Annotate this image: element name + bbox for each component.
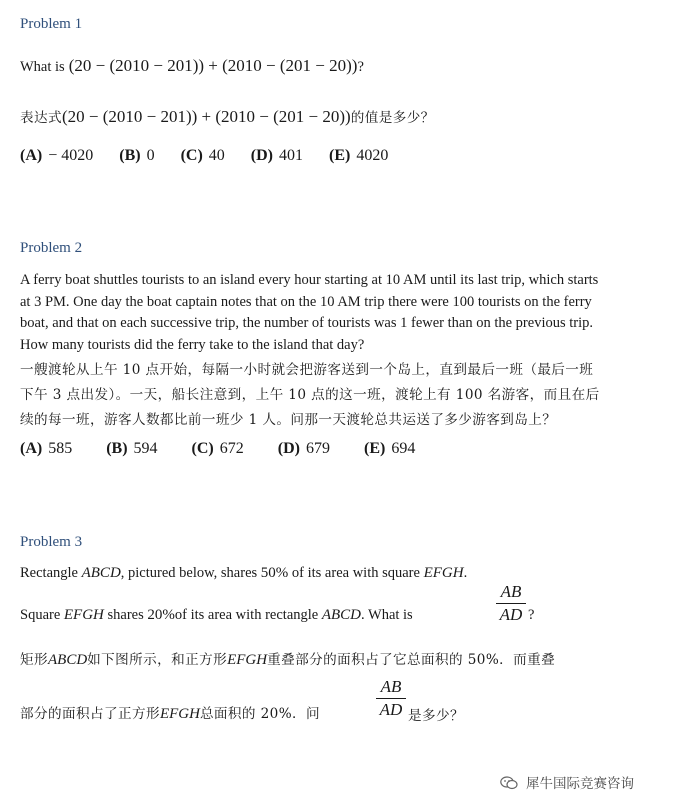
problem-2-question-zh: [20, 358, 662, 433]
watermark-text: 犀牛国际竞赛咨询: [526, 776, 634, 792]
choice-d[interactable]: [251, 147, 303, 164]
text: .: [463, 565, 468, 581]
choice-value: 4020: [356, 147, 389, 164]
fraction-ab-ad-zh: [376, 677, 406, 720]
problem-3-title: Problem 3: [20, 534, 83, 550]
problem-1-choices: [20, 147, 388, 165]
text-line: 下午 3 点出发）。一天，船长注意到，上午 10 点的这一班，渡轮上有 100 名游客，而且在后: [20, 387, 600, 403]
choice-letter: (B): [106, 440, 128, 457]
choice-b[interactable]: [119, 147, 154, 164]
fraction-ab-ad: [496, 582, 526, 625]
text: 矩形: [20, 652, 48, 668]
expression: (20 − (2010 − 201)) + (2010 − (201 − 20)): [68, 56, 358, 75]
text-line: How many tourists did the ferry take to the island that day?: [20, 336, 365, 353]
text-line: boat, and that on each successive trip, the number of tourists was 1 fewer than on the previous trip.: [20, 315, 593, 331]
wechat-icon: [500, 776, 518, 790]
rectangle-name: ABCD: [321, 607, 362, 623]
rectangle-name: ABCD: [81, 565, 121, 581]
text: 是多少？: [408, 708, 464, 724]
problem-3-zh-line-2: [20, 702, 320, 723]
text-line: 续的每一班，游客人数都比前一班少 1 人。问那一天渡轮总共运送了多少游客到岛上？: [20, 412, 557, 428]
problem-1-question-en: [20, 56, 364, 76]
fraction-bar: [496, 603, 526, 604]
square-name: EFGH: [423, 565, 464, 581]
fraction-numerator: AB: [500, 582, 522, 601]
choice-value: 401: [279, 147, 304, 164]
problem-2-question-en: [20, 270, 660, 356]
problem-2-choices: [20, 440, 415, 458]
question-suffix-zh: 的值是多少？: [350, 110, 435, 126]
choice-a[interactable]: [20, 147, 93, 164]
choice-letter: (D): [277, 440, 300, 457]
choice-letter: (D): [250, 147, 274, 164]
problem-3-zh-line-1: [20, 648, 555, 669]
text: 如下图所示，和正方形: [87, 652, 228, 668]
text-line: at 3 PM. One day the boat captain notes that on the 10 AM trip there were 100 tourists on the ferry: [20, 293, 592, 310]
choice-c[interactable]: [181, 147, 225, 164]
fraction-denominator: AD: [379, 700, 403, 719]
text: 总面积的 20%．问: [199, 706, 321, 722]
problem-2-title: Problem 2: [20, 240, 83, 256]
text-line: A ferry boat shuttles tourists to an island every hour starting at 10 AM until its last trip, which starts: [20, 272, 599, 288]
text: of its area with rectangle: [174, 607, 319, 623]
choice-value: 679: [305, 440, 330, 457]
problem-1-question-zh: [20, 106, 435, 127]
choice-value: 40: [208, 147, 225, 164]
expression: (20 − (2010 − 201)) + (2010 − (201 − 20)): [61, 107, 351, 126]
choice-value: 585: [48, 440, 73, 457]
choice-c[interactable]: [192, 440, 244, 457]
square-name: EFGH: [63, 607, 104, 623]
choice-e[interactable]: [329, 147, 388, 164]
choice-letter: (E): [363, 440, 386, 457]
text: of its area with square: [291, 565, 420, 581]
choice-value: 672: [219, 440, 244, 457]
rectangle-name: ABCD: [48, 652, 88, 668]
question-mark: ?: [528, 607, 535, 623]
text: . What is: [361, 607, 413, 623]
choice-a[interactable]: [20, 440, 72, 457]
choice-d[interactable]: [278, 440, 330, 457]
choice-e[interactable]: [364, 440, 415, 457]
choice-letter: (B): [119, 147, 141, 164]
choice-b[interactable]: [106, 440, 157, 457]
choice-value: 694: [391, 440, 416, 457]
text: 部分的面积占了正方形: [20, 706, 160, 722]
question-prefix: What is: [20, 59, 65, 75]
fraction-numerator: AB: [380, 677, 402, 696]
choice-letter: (C): [191, 440, 214, 457]
watermark: [500, 772, 634, 792]
text: shares: [107, 607, 144, 623]
text: , pictured below, shares: [120, 565, 258, 581]
text: Rectangle: [20, 565, 78, 581]
choice-letter: (A): [20, 147, 43, 164]
choice-letter: (E): [329, 147, 351, 164]
problem-3-line-1: [20, 565, 467, 582]
question-prefix-zh: 表达式: [20, 110, 62, 126]
text: 重叠部分的面积占了它总面积的 50%．而重叠: [267, 652, 556, 668]
square-name: EFGH: [227, 652, 268, 668]
problem-3-line-2: [20, 607, 413, 624]
question-suffix: ?: [357, 59, 364, 75]
choice-letter: (A): [20, 440, 43, 457]
fraction-bar: [376, 698, 406, 699]
choice-letter: (C): [180, 147, 203, 164]
percent: 50%: [260, 565, 289, 581]
text-line: 一艘渡轮从上午 10 点开始，每隔一小时就会把游客送到一个岛上，直到最后一班（最后一班: [20, 362, 594, 378]
choice-value: 594: [133, 440, 158, 457]
choice-value: − 4020: [48, 147, 94, 164]
choice-value: 0: [146, 147, 155, 164]
problem-1-title: Problem 1: [20, 16, 83, 32]
percent: 20%: [147, 607, 175, 623]
fraction-denominator: AD: [499, 605, 523, 624]
square-name: EFGH: [159, 706, 200, 722]
text: Square: [20, 607, 61, 623]
